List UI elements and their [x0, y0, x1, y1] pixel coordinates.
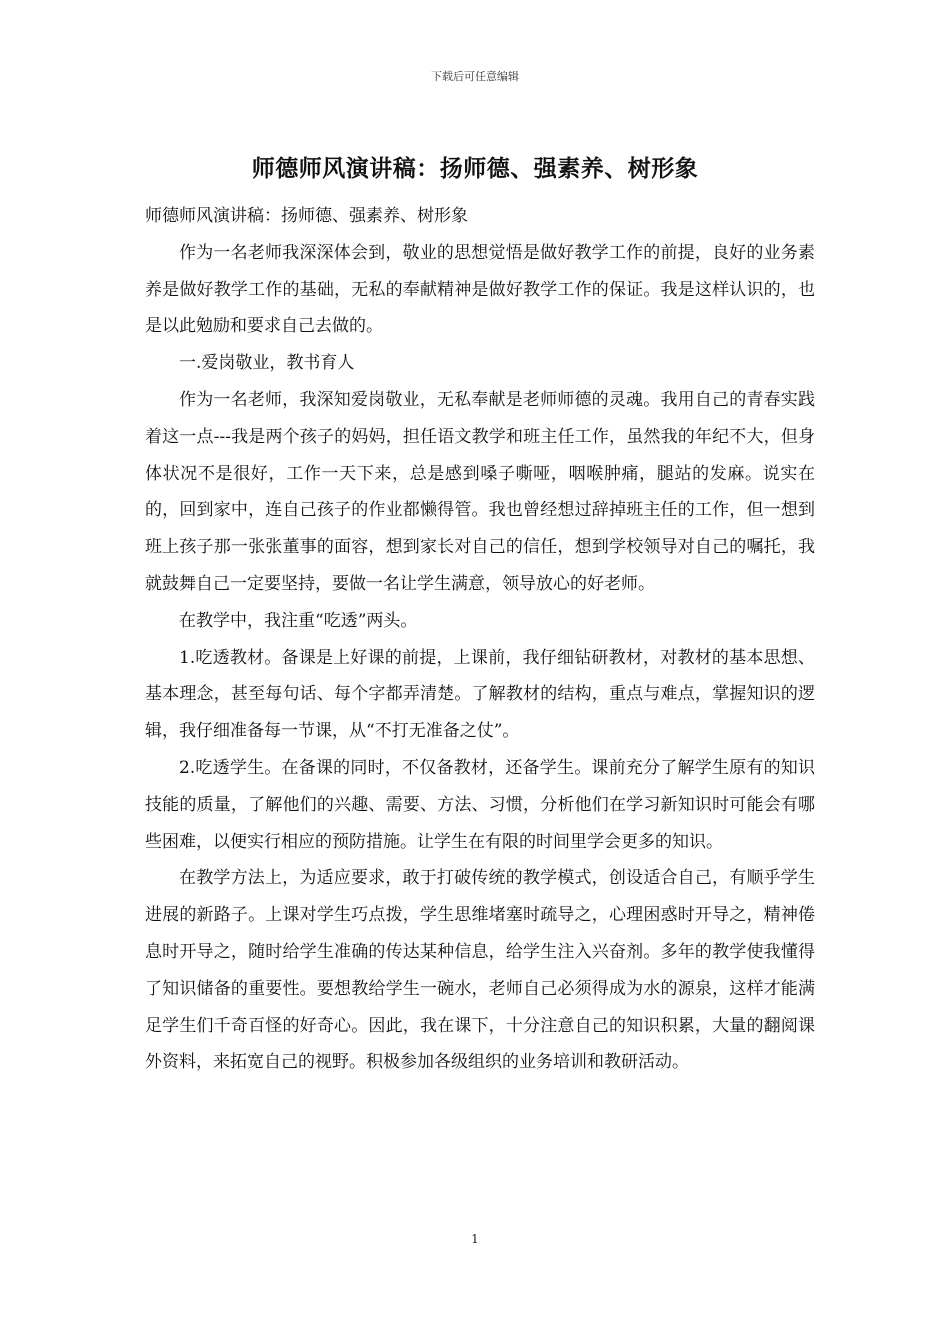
paragraph-students: 2.吃透学生。在备课的同时，不仅备教材，还备学生。课前充分了解学生原有的知识技能的质量，了解他们的兴趣、需要、方法、习惯，分析他们在学习新知识时可能会有哪些困难，以便实行相应的预防措施。让学生在有限的时间里学会更多的知识。: [145, 757, 815, 852]
page-number: 1: [471, 1232, 479, 1246]
header-note: 下载后可任意编辑: [431, 70, 519, 83]
paragraph-two-ends: 在教学中，我注重“吃透”两头。: [179, 610, 418, 631]
paragraph-methods: 在教学方法上，为适应要求，敢于打破传统的教学模式，创设适合自己，有顺乎学生进展的新路子。上课对学生巧点拨，学生思维堵塞时疏导之，心理困惑时开导之，精神倦息时开导之，随时给学生准确的传达某种信息，给学生注入兴奋剂。多年的教学使我懂得了知识储备的重要性。要想教给学生一碗水，老师自己必须得成为水的源泉，这样才能满足学生们千奇百怪的好奇心。因此，我在课下，十分注意自己的知识积累，大量的翻阅课外资料，来拓宽自己的视野。积极参加各级组织的业务培训和教研活动。: [145, 868, 815, 1073]
paragraph-intro: 作为一名老师我深深体会到，敬业的思想觉悟是做好教学工作的前提，良好的业务素养是做好教学工作的基础，无私的奉献精神是做好教学工作的保证。我是这样认识的，也是以此勉励和要求自己去做的。: [145, 242, 815, 337]
document-title: 师德师风演讲稿：扬师德、强素养、树形象: [251, 155, 699, 182]
paragraph-textbook: 1.吃透教材。备课是上好课的前提，上课前，我仔细钻研教材，对教材的基本思想、基本理念，甚至每句话、每个字都弄清楚。了解教材的结构，重点与难点，掌握知识的逻辑，我仔细准备每一节课，从“不打无准备之仗”。: [145, 647, 815, 742]
subtitle-line: 师德师风演讲稿：扬师德、强素养、树形象: [145, 206, 468, 226]
document-body: [145, 198, 815, 1081]
paragraph-dedication: 作为一名老师，我深知爱岗敬业，无私奉献是老师师德的灵魂。我用自己的青春实践着这一点---我是两个孩子的妈妈，担任语文教学和班主任工作，虽然我的年纪不大，但身体状况不是很好，工作一天下来，总是感到嗓子嘶哑，咽喉肿痛，腿站的发麻。说实在的，回到家中，连自己孩子的作业都懒得管。我也曾经想过辞掉班主任的工作，但一想到班上孩子那一张张董事的面容，想到家长对自己的信任，想到学校领导对自己的嘱托，我就鼓舞自己一定要坚持，要做一名让学生满意，领导放心的好老师。: [145, 389, 815, 594]
section-heading-1: 一.爱岗敬业，教书育人: [179, 353, 355, 374]
